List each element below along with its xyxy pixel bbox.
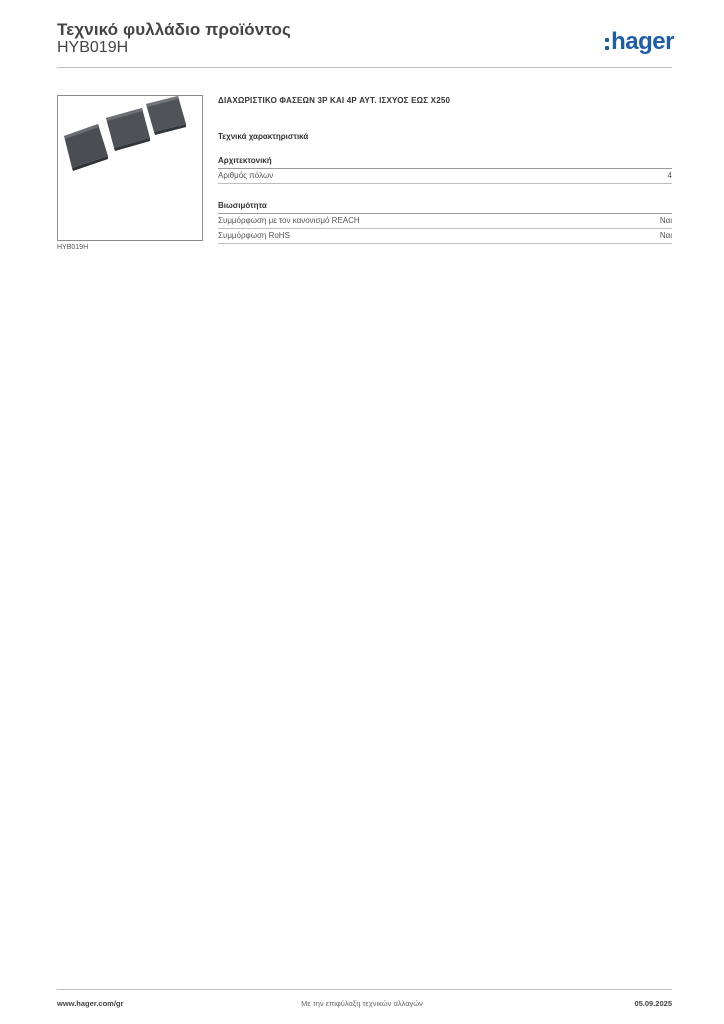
spec-value: Ναι: [659, 216, 672, 225]
logo-dots-icon: [605, 36, 609, 52]
logo-text: hager: [611, 28, 674, 55]
spec-group-title: Βιωσιμότητα: [218, 201, 672, 214]
spec-label: Συμμόρφωση RoHS: [218, 231, 290, 240]
product-code: HYB019H: [57, 39, 129, 56]
phase-separator-plates-icon: [58, 96, 202, 240]
footer-date: 05.09.2025: [634, 999, 672, 1008]
hager-logo: [605, 28, 674, 56]
spec-group-sustainability: [218, 201, 672, 244]
footer-website-link[interactable]: www.hager.com/gr: [57, 999, 124, 1008]
footer-notice: Με την επιφύλαξη τεχνικών αλλαγών: [301, 999, 423, 1008]
document-title: Τεχνικό φυλλάδιο προϊόντος: [57, 20, 291, 39]
product-name: ΔΙΑΧΩΡΙΣΤΙΚΟ ΦΑΣΕΩΝ 3P ΚΑΙ 4P ΑΥΤ. ΙΣΧΥΟΣ ΕΩΣ Χ250: [218, 96, 451, 105]
spec-value: 4: [667, 171, 672, 180]
technical-characteristics-heading: Τεχνικά χαρακτηριστικά: [218, 132, 309, 141]
spec-group-title: Αρχιτεκτονική: [218, 156, 672, 169]
product-details: [218, 96, 672, 244]
header-divider: [57, 67, 672, 68]
spec-row: [218, 229, 672, 244]
spec-label: Αριθμός πόλων: [218, 171, 274, 180]
spec-group-architecture: [218, 156, 672, 184]
spec-label: Συμμόρφωση με τον κανονισμό REACH: [218, 216, 360, 225]
spec-row: [218, 214, 672, 229]
spec-row: [218, 169, 672, 184]
image-caption: HYB019H: [57, 244, 89, 251]
spec-value: Ναι: [659, 231, 672, 240]
product-image: [57, 95, 203, 241]
footer-divider: [57, 989, 672, 990]
